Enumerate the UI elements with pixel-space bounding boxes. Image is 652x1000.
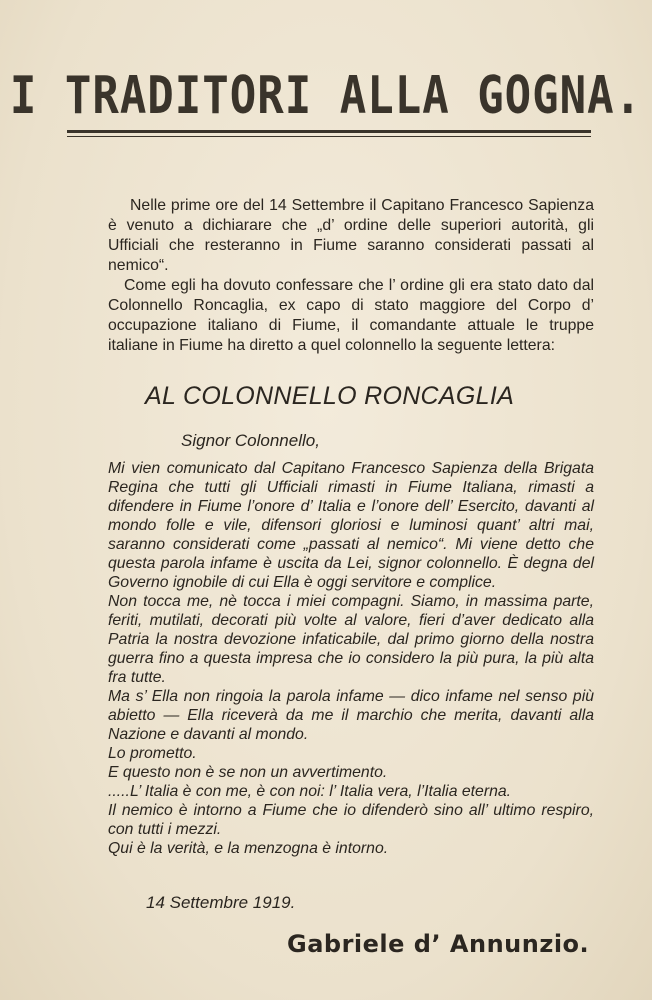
letter-paragraph: Il nemico è intorno a Fiume che io difenderò sino all’ ultimo respiro, con tutti i mezzi.: [108, 802, 594, 838]
title-rule-thin: [67, 136, 591, 137]
letter-paragraph: Mi vien comunicato dal Capitano Francesco Sapienza della Brigata Regina che tutti gli Ufficiali rimasti in Fiume Italiana, rimasti a difendere in Fiume l’onore d’ Italia e l’onore dell’ Esercito, davanti al mondo folle e vile, difensori gloriosi e luminosi quant’ altri mai, saranno considerati come „passati al nemico“. Mi viene detto che questa parola infame è uscita da Lei, signor colonnello. È degna del Governo ignobile di cui Ella è oggi servitore e complice.: [108, 460, 594, 591]
letter-paragraph: .....L’ Italia è con me, è con noi: l’ Italia vera, l’Italia eterna.: [108, 783, 512, 800]
document-title: I TRADITORI ALLA GOGNA.: [9, 66, 643, 127]
letter-paragraph: E questo non è se non un avvertimento.: [108, 764, 388, 781]
intro-section: [108, 196, 594, 356]
letter-body: [108, 459, 594, 858]
letter-paragraph: Ma s’ Ella non ringoia la parola infame — dico infame nel senso più abietto — Ella riceverà da me il marchio che merita, davanti alla Nazione e davanti al mondo.: [108, 688, 594, 743]
signature: Gabriele d’ Annunzio.: [287, 930, 590, 958]
letter-paragraph: Lo prometto.: [108, 745, 197, 762]
letter-date: 14 Settembre 1919.: [146, 893, 296, 912]
title-rule-thick: [67, 130, 591, 133]
letter-paragraph: Non tocca me, nè tocca i miei compagni. Siamo, in massima parte, feriti, mutilati, decorati più volte al valore, fieri d’aver dedicato alla Patria la nostra devozione infaticabile, dal primo giorno della nostra guerra fino a questa impresa che io considero la più pura, la più alta fra tutte.: [108, 593, 594, 686]
letter-heading: AL COLONNELLO RONCAGLIA: [145, 382, 515, 410]
letter-paragraph: Qui è la verità, e la menzogna è intorno.: [108, 840, 389, 857]
intro-paragraph-1: Nelle prime ore del 14 Settembre il Capitano Francesco Sapienza è venuto a dichiarare che „d’ ordine delle superiori autorità, gli Ufficiali che resteranno in Fiume saranno considerati passati al nemico“.: [108, 197, 594, 274]
intro-paragraph-2: Come egli ha dovuto confessare che l’ ordine gli era stato dato dal Colonnello Roncaglia, ex capo di stato maggiore del Corpo d’ occupazione italiano di Fiume, il comandante attuale le truppe italiane in Fiume ha diretto a quel colonnello la seguente lettera:: [108, 277, 594, 354]
letter-salutation: Signor Colonnello,: [181, 431, 320, 450]
